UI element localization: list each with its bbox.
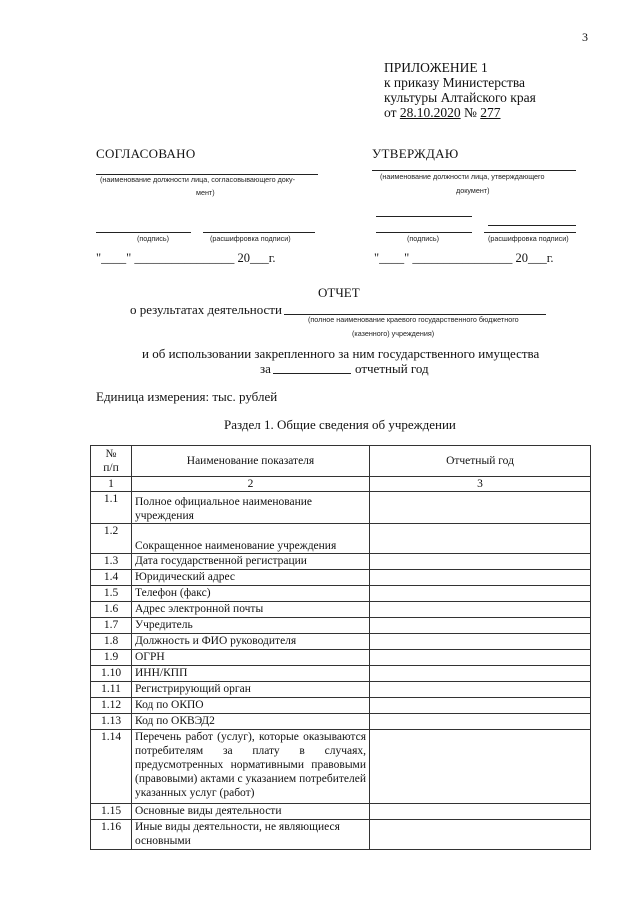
row-number: 1.7: [91, 618, 132, 634]
approve-heading: УТВЕРЖДАЮ: [372, 146, 459, 161]
row-value-cell[interactable]: [370, 570, 591, 586]
row-indicator-name: Адрес электронной почты: [132, 602, 370, 618]
section-title: Раздел 1. Общие сведения об учреждении: [224, 417, 456, 432]
row-indicator-name: Перечень работ (услуг), которые оказываются потребителям за плату в случаях, предусмотренных нормативными правовыми (правовыми) актами с указанием потребителей указанных услуг (работ): [132, 730, 370, 804]
row-value-cell[interactable]: [370, 524, 591, 554]
approve-signature-line: [376, 232, 472, 233]
row-number: 1.16: [91, 820, 132, 850]
report-year-blank: [273, 373, 351, 374]
row-value-cell[interactable]: [370, 714, 591, 730]
row-indicator-name: Основные виды деятельности: [132, 804, 370, 820]
row-indicator-name: ОГРН: [132, 650, 370, 666]
row-indicator-name: Код по ОКВЭД2: [132, 714, 370, 730]
table-row: [91, 554, 591, 570]
approve-signature-hint: (подпись): [407, 234, 439, 243]
approve-decode-hint: (расшифровка подписи): [488, 234, 569, 243]
row-value-cell[interactable]: [370, 682, 591, 698]
agreed-decode-line: [203, 232, 315, 233]
report-year-suffix: отчетный год: [355, 361, 429, 376]
report-year-prefix: за: [260, 361, 271, 376]
table-row: [91, 586, 591, 602]
table-row: [91, 682, 591, 698]
col-num-2: 2: [132, 477, 370, 492]
approve-decode-line: [484, 232, 576, 233]
row-number: 1.10: [91, 666, 132, 682]
general-info-table: [90, 445, 591, 850]
row-value-cell[interactable]: [370, 698, 591, 714]
row-number: 1.8: [91, 634, 132, 650]
col-num-3: 3: [370, 477, 591, 492]
appendix-number-sign: №: [463, 105, 477, 120]
row-indicator-name: Должность и ФИО руководителя: [132, 634, 370, 650]
row-number: 1.1: [91, 492, 132, 524]
page-number: 3: [582, 30, 588, 44]
table-row: [91, 698, 591, 714]
table-row: [91, 666, 591, 682]
row-value-cell[interactable]: [370, 650, 591, 666]
row-number: 1.3: [91, 554, 132, 570]
approve-position-hint: (наименование должности лица, утверждающего: [380, 172, 545, 181]
table-header-row: [91, 446, 591, 477]
agreed-decode-hint: (расшифровка подписи): [210, 234, 291, 243]
report-results-label: о результатах деятельности: [130, 302, 282, 317]
row-indicator-name: Полное официальное наименование учреждения: [132, 492, 370, 524]
appendix-date-prefix: от: [384, 105, 397, 120]
table-row: [91, 602, 591, 618]
row-value-cell[interactable]: [370, 586, 591, 602]
approve-position-line: [372, 170, 576, 171]
table-column-numbers: [91, 477, 591, 492]
row-number: 1.9: [91, 650, 132, 666]
agreed-position-hint: (наименование должности лица, согласовывающего доку-: [100, 175, 296, 184]
report-property-line: и об использовании закрепленного за ним государственного имущества: [142, 346, 540, 361]
row-value-cell[interactable]: [370, 730, 591, 804]
approve-position-hint-cont: документ): [456, 186, 490, 195]
approve-date-line: "____" ________________ 20___г.: [374, 251, 554, 265]
row-number: 1.13: [91, 714, 132, 730]
row-value-cell[interactable]: [370, 618, 591, 634]
appendix-order-line: к приказу Министерства: [384, 75, 526, 90]
row-value-cell[interactable]: [370, 666, 591, 682]
header-number: № п/п: [91, 446, 132, 477]
row-value-cell[interactable]: [370, 554, 591, 570]
row-number: 1.12: [91, 698, 132, 714]
row-number: 1.2: [91, 524, 132, 554]
header-indicator: Наименование показателя: [132, 446, 370, 477]
table-row: [91, 804, 591, 820]
row-number: 1.6: [91, 602, 132, 618]
row-indicator-name: Сокращенное наименование учреждения: [132, 524, 370, 554]
table-row: [91, 634, 591, 650]
table-row: [91, 618, 591, 634]
row-value-cell[interactable]: [370, 820, 591, 850]
row-indicator-name: Телефон (факс): [132, 586, 370, 602]
row-number: 1.4: [91, 570, 132, 586]
row-indicator-name: Дата государственной регистрации: [132, 554, 370, 570]
row-indicator-name: Юридический адрес: [132, 570, 370, 586]
col-num-1: 1: [91, 477, 132, 492]
row-number: 1.5: [91, 586, 132, 602]
institution-name-hint-cont: (казенного) учреждения): [352, 329, 435, 338]
institution-name-hint: (полное наименование краевого государственного бюджетного: [308, 315, 519, 324]
report-title: ОТЧЕТ: [318, 285, 360, 300]
table-row: [91, 714, 591, 730]
agreed-signature-line: [96, 232, 191, 233]
row-indicator-name: Учредитель: [132, 618, 370, 634]
unit-of-measure: Единица измерения: тыс. рублей: [96, 389, 278, 404]
row-indicator-name: Регистрирующий орган: [132, 682, 370, 698]
row-value-cell[interactable]: [370, 634, 591, 650]
approve-blank-line-2: [488, 225, 576, 226]
agreed-signature-hint: (подпись): [137, 234, 169, 243]
table-row: [91, 524, 591, 554]
appendix-date: 28.10.2020: [399, 105, 461, 120]
row-indicator-name: Код по ОКПО: [132, 698, 370, 714]
table-row: [91, 570, 591, 586]
row-number: 1.14: [91, 730, 132, 804]
table-row: [91, 730, 591, 804]
row-number: 1.11: [91, 682, 132, 698]
appendix-title: ПРИЛОЖЕНИЕ 1: [384, 60, 488, 75]
row-value-cell[interactable]: [370, 804, 591, 820]
appendix-date-line: [384, 105, 501, 120]
row-indicator-name: ИНН/КПП: [132, 666, 370, 682]
row-number: 1.15: [91, 804, 132, 820]
appendix-number: 277: [480, 105, 501, 120]
table-row: [91, 492, 591, 524]
table-row: [91, 650, 591, 666]
header-year: Отчетный год: [370, 446, 591, 477]
agreed-date-line: "____" ________________ 20___г.: [96, 251, 276, 265]
row-value-cell[interactable]: [370, 492, 591, 524]
agreed-position-hint-cont: мент): [196, 188, 215, 197]
agreed-heading: СОГЛАСОВАНО: [96, 146, 196, 161]
row-indicator-name: Иные виды деятельности, не являющиеся основными: [132, 820, 370, 850]
approve-blank-line: [376, 216, 472, 217]
row-value-cell[interactable]: [370, 602, 591, 618]
table-row: [91, 820, 591, 850]
appendix-ministry-line: культуры Алтайского края: [384, 90, 536, 105]
